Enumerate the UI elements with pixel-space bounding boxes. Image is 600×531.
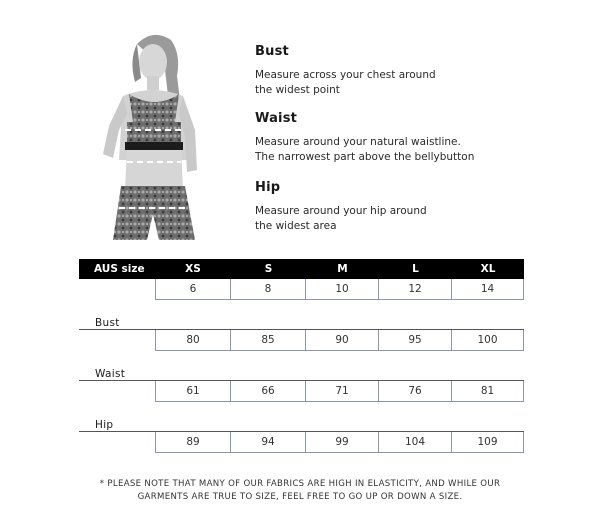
note-line-2: GARMENTS ARE TRUE TO SIZE, FEEL FREE TO GO UP OR DOWN A SIZE. (137, 492, 463, 502)
table-header-row (79, 259, 524, 279)
bust-line-1: Measure across your chest around (255, 69, 436, 81)
size-header-xl: XL (480, 263, 496, 275)
size-chart-table (79, 259, 524, 453)
table-cell: 90 (306, 330, 379, 351)
hip-heading: Hip (255, 180, 281, 195)
waist-line-1: Measure around your natural waistline. (255, 136, 461, 148)
row-label-waist: Waist (79, 351, 524, 381)
table-cell: 104 (379, 432, 452, 453)
table-cell: 76 (379, 381, 452, 402)
table-row-aus (155, 279, 524, 300)
table-cell: 85 (231, 330, 306, 351)
table-cell: 80 (155, 330, 231, 351)
hip-line-1: Measure around your hip around (255, 205, 427, 217)
bust-heading: Bust (255, 44, 289, 59)
table-cell: 12 (379, 279, 452, 300)
row-label-hip: Hip (79, 402, 524, 432)
row-label-bust: Bust (79, 300, 524, 330)
table-cell: 109 (452, 432, 524, 453)
table-row-waist (155, 381, 524, 402)
table-cell: 89 (155, 432, 231, 453)
size-header-l: L (412, 263, 419, 275)
note-line-1: * PLEASE NOTE THAT MANY OF OUR FABRICS ARE HIGH IN ELASTICITY, AND WHILE OUR (99, 479, 501, 489)
waist-heading: Waist (255, 111, 298, 126)
waist-instructions (255, 111, 575, 165)
table-cell: 99 (306, 432, 379, 453)
hip-line-2: the widest area (255, 220, 337, 232)
table-cell: 6 (155, 279, 231, 300)
table-cell: 81 (452, 381, 524, 402)
table-cell: 71 (306, 381, 379, 402)
table-cell: 95 (379, 330, 452, 351)
table-cell: 61 (155, 381, 231, 402)
size-header-xs: XS (185, 263, 201, 275)
bust-line-2: the widest point (255, 84, 340, 96)
model-photo (85, 30, 215, 240)
aus-size-header: AUS size (94, 263, 145, 275)
table-row-hip (155, 432, 524, 453)
elasticity-note (0, 478, 600, 504)
table-cell: 100 (452, 330, 524, 351)
size-header-s: S (264, 263, 273, 275)
table-cell: 10 (306, 279, 379, 300)
hip-instructions (255, 180, 575, 234)
table-cell: 94 (231, 432, 306, 453)
bust-instructions (255, 44, 575, 98)
table-cell: 8 (231, 279, 306, 300)
waist-line-2: The narrowest part above the bellybutton (255, 151, 475, 163)
size-header-m: M (337, 263, 348, 275)
table-row-bust (155, 330, 524, 351)
table-cell: 14 (452, 279, 524, 300)
table-cell: 66 (231, 381, 306, 402)
